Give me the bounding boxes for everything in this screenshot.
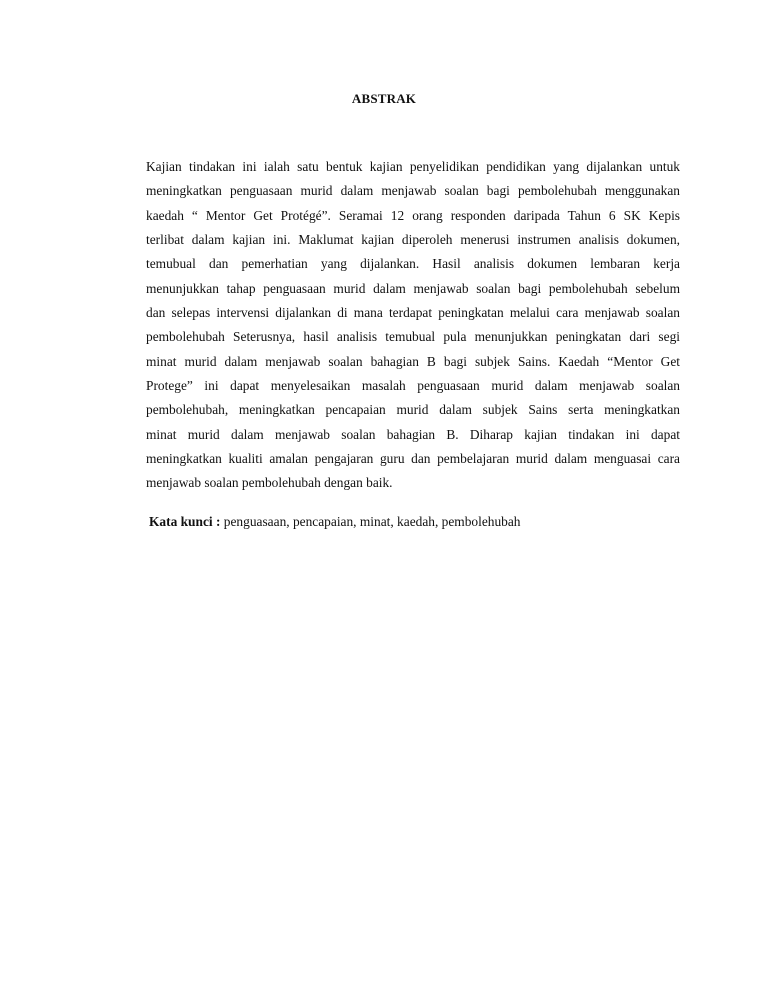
keywords-label: Kata kunci : [149, 514, 221, 529]
page-title: ABSTRAK [351, 91, 417, 106]
abstract-line: minat murid dalam menjawab soalan bahagian B bagi subjek Sains. Kaedah “Mentor Get [146, 353, 680, 369]
abstract-line: minat murid dalam menjawab soalan bahagian B. Diharap kajian tindakan ini dapat [146, 426, 680, 442]
abstract-line: menunjukkan tahap penguasaan murid dalam menjawab soalan bagi pembolehubah sebelum [146, 280, 680, 296]
abstract-line: pembolehubah, meningkatkan pencapaian murid dalam subjek Sains serta meningkatkan [146, 402, 680, 418]
abstract-line: menjawab soalan pembolehubah dengan baik. [146, 475, 393, 491]
abstract-line: pembolehubah Seterusnya, hasil analisis temubual pula menunjukkan peningkatan dari segi [146, 329, 680, 345]
abstract-line: Protege” ini dapat menyelesaikan masalah penguasaan murid dalam menjawab soalan [146, 378, 680, 394]
keywords [149, 512, 669, 532]
keywords-value: penguasaan, pencapaian, minat, kaedah, pembolehubah [223, 514, 521, 529]
abstract-line: terlibat dalam kajian ini. Maklumat kajian diperoleh menerusi instrumen analisis dokumen, [146, 232, 680, 248]
abstract-line: kaedah “ Mentor Get Protégé”. Seramai 12 orang responden daripada Tahun 6 SK Kepis [146, 207, 680, 223]
abstract-line: dan selepas intervensi dijalankan di mana terdapat peningkatan melalui cara menjawab soalan [146, 305, 680, 321]
abstract-body [146, 155, 680, 496]
abstract-line: meningkatkan kualiti amalan pengajaran guru dan pembelajaran murid dalam menguasai cara [146, 451, 680, 467]
abstract-line: meningkatkan penguasaan murid dalam menjawab soalan bagi pembolehubah menggunakan [146, 183, 680, 199]
abstract-line: temubual dan pemerhatian yang dijalankan. Hasil analisis dokumen lembaran kerja [146, 256, 680, 272]
abstract-line: Kajian tindakan ini ialah satu bentuk kajian penyelidikan pendidikan yang dijalankan untuk [146, 159, 680, 174]
